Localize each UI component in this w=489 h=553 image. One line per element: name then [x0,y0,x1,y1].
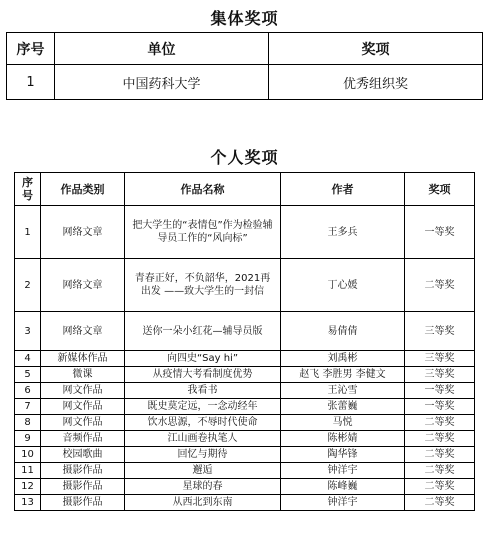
individual-awards-table [14,172,475,511]
cell-work-title: 从西北到东南 [125,495,281,511]
header-award: 奖项 [269,33,483,65]
table-row [15,383,475,399]
cell-index: 6 [15,383,41,399]
header-author: 作者 [281,173,405,206]
cell-index: 8 [15,415,41,431]
table-row [15,495,475,511]
cell-award: 二等奖 [405,479,475,495]
cell-index: 1 [15,206,41,259]
cell-award: 二等奖 [405,463,475,479]
table-row [15,415,475,431]
cell-category: 网络文章 [41,206,125,259]
cell-category: 微课 [41,367,125,383]
collective-awards-table [6,32,483,100]
table-row [15,447,475,463]
table-row [15,463,475,479]
cell-index: 3 [15,312,41,351]
table-header-row [15,173,475,206]
cell-work-title: 饮水思源，不辱时代使命 [125,415,281,431]
cell-work-title: 回忆与期待 [125,447,281,463]
individual-awards-title: 个人奖项 [210,148,279,167]
cell-award: 三等奖 [405,312,475,351]
cell-index: 12 [15,479,41,495]
cell-award: 优秀组织奖 [269,65,483,100]
header-index: 序号 [7,33,55,65]
cell-work-title: 江山画卷执笔人 [125,431,281,447]
table-row [15,479,475,495]
header-work-title: 作品名称 [125,173,281,206]
cell-index: 13 [15,495,41,511]
cell-index: 7 [15,399,41,415]
cell-unit: 中国药科大学 [55,65,269,100]
table-row [15,206,475,259]
cell-work-title: 青春正好，不负韶华，2021再出发 ——致大学生的一封信 [125,259,281,312]
cell-author: 陈峰巍 [281,479,405,495]
cell-category: 网文作品 [41,415,125,431]
cell-award: 三等奖 [405,367,475,383]
table-row [7,65,483,100]
table-row [15,351,475,367]
cell-index: 10 [15,447,41,463]
cell-work-title: 星球的春 [125,479,281,495]
cell-author: 刘禹彬 [281,351,405,367]
cell-category: 音频作品 [41,431,125,447]
cell-category: 摄影作品 [41,463,125,479]
table-row [15,431,475,447]
cell-award: 三等奖 [405,351,475,367]
cell-category: 校园歌曲 [41,447,125,463]
cell-work-title: 我看书 [125,383,281,399]
cell-author: 陈彬婧 [281,431,405,447]
cell-author: 易倩倩 [281,312,405,351]
cell-award: 一等奖 [405,383,475,399]
cell-index: 11 [15,463,41,479]
header-category: 作品类别 [41,173,125,206]
cell-index: 5 [15,367,41,383]
cell-category: 网文作品 [41,383,125,399]
cell-author: 陶华锋 [281,447,405,463]
cell-award: 二等奖 [405,415,475,431]
cell-author: 赵飞 李胜男 李健文 [281,367,405,383]
table-row [15,259,475,312]
table-row [15,312,475,351]
cell-award: 二等奖 [405,431,475,447]
header-unit: 单位 [55,33,269,65]
cell-work-title: 从疫情大考看制度优势 [125,367,281,383]
header-award: 奖项 [405,173,475,206]
cell-award: 一等奖 [405,206,475,259]
cell-award: 一等奖 [405,399,475,415]
header-index: 序 号 [15,173,41,206]
cell-index: 9 [15,431,41,447]
cell-work-title: 既史莫定远，一念动经年 [125,399,281,415]
cell-work-title: 把大学生的“表情包”作为检验辅导员工作的“风向标” [125,206,281,259]
cell-category: 摄影作品 [41,479,125,495]
table-row [15,367,475,383]
table-header-row [7,33,483,65]
cell-category: 网络文章 [41,259,125,312]
cell-work-title: 向四史“Say hi” [125,351,281,367]
cell-category: 摄影作品 [41,495,125,511]
cell-award: 二等奖 [405,495,475,511]
cell-index: 4 [15,351,41,367]
cell-category: 新媒体作品 [41,351,125,367]
cell-author: 王多兵 [281,206,405,259]
cell-category: 网络文章 [41,312,125,351]
cell-award: 二等奖 [405,447,475,463]
cell-author: 张蕾巍 [281,399,405,415]
cell-index: 2 [15,259,41,312]
cell-author: 丁心媛 [281,259,405,312]
cell-award: 二等奖 [405,259,475,312]
collective-awards-title: 集体奖项 [210,9,279,28]
cell-author: 钟洋宇 [281,495,405,511]
cell-author: 钟洋宇 [281,463,405,479]
cell-work-title: 送你一朵小红花—辅导员版 [125,312,281,351]
cell-category: 网文作品 [41,399,125,415]
cell-index: 1 [7,65,55,100]
cell-author: 王沁雪 [281,383,405,399]
cell-author: 马悦 [281,415,405,431]
table-row [15,399,475,415]
cell-work-title: 邂逅 [125,463,281,479]
